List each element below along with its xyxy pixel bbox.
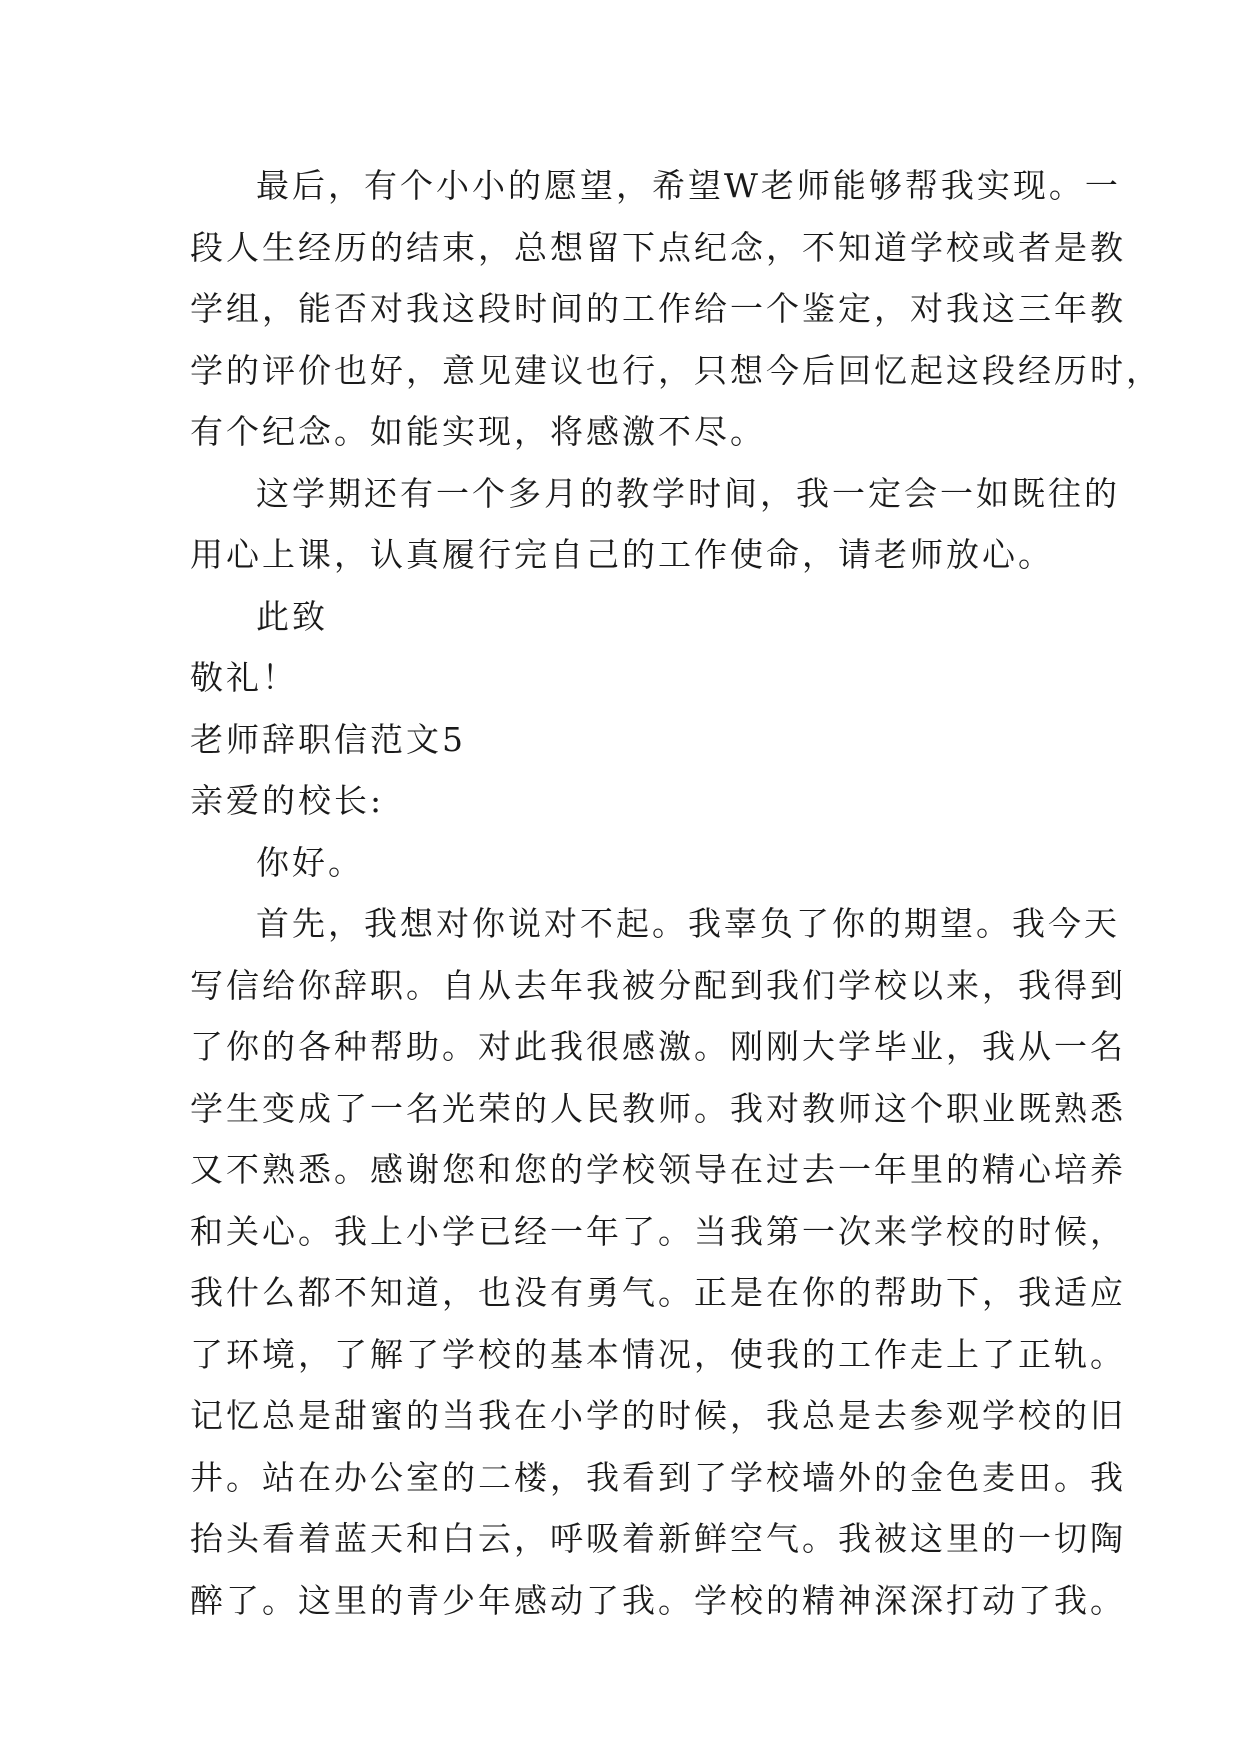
text-line: 了环境，了解了学校的基本情况，使我的工作走上了正轨。 [190, 1334, 1126, 1374]
text-line: 这学期还有一个多月的教学时间，我一定会一如既往的 [256, 473, 1120, 513]
text-line: 亲爱的校长: [190, 781, 385, 820]
text-line: 你好。 [256, 842, 364, 882]
text-line: 醉了。这里的青少年感动了我。学校的精神深深打动了我。 [190, 1580, 1126, 1620]
text-line: 记忆总是甜蜜的当我在小学的时候，我总是去参观学校的旧 [190, 1396, 1126, 1435]
text-line: 学生变成了一名光荣的人民教师。我对教师这个职业既熟悉 [190, 1088, 1126, 1128]
text-line: 和关心。我上小学已经一年了。当我第一次来学校的时候， [190, 1211, 1126, 1251]
text-line: 用心上课，认真履行完自己的工作使命，请老师放心。 [190, 535, 1054, 574]
text-line: 学的评价也好，意见建议也行，只想今后回忆起这段经历时， [190, 350, 1162, 390]
text-line: 此致 [256, 596, 328, 636]
text-line: 写信给你辞职。自从去年我被分配到我们学校以来，我得到 [190, 965, 1126, 1005]
text-line: 学组，能否对我这段时间的工作给一个鉴定，对我这三年教 [190, 289, 1126, 328]
text-line: 有个纪念。如能实现，将感激不尽。 [190, 412, 766, 451]
text-line: 首先，我想对你说对不起。我辜负了你的期望。我今天 [256, 904, 1120, 943]
text-line: 又不熟悉。感谢您和您的学校领导在过去一年里的精心培养 [190, 1150, 1126, 1189]
text-line: 我什么都不知道，也没有勇气。正是在你的帮助下，我适应 [190, 1273, 1126, 1312]
text-line: 抬头看着蓝天和白云，呼吸着新鲜空气。我被这里的一切陶 [190, 1519, 1126, 1558]
text-line: 敬礼！ [190, 658, 298, 697]
text-line: 老师辞职信范文5 [190, 719, 466, 759]
text-line: 最后，有个小小的愿望，希望W老师能够帮我实现。一 [256, 166, 1121, 205]
text-line: 井。站在办公室的二楼，我看到了学校墙外的金色麦田。我 [190, 1457, 1126, 1497]
document-body [190, 155, 1162, 1631]
text-line: 了你的各种帮助。对此我很感激。刚刚大学毕业，我从一名 [190, 1027, 1126, 1066]
text-line: 段人生经历的结束，总想留下点纪念，不知道学校或者是教 [190, 227, 1126, 267]
